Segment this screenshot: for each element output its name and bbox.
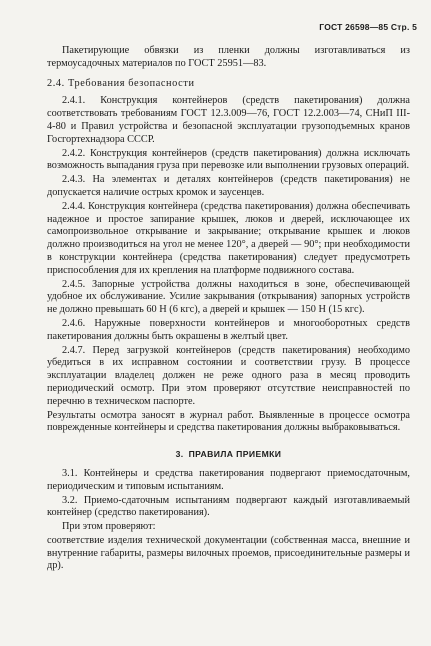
clause-2-4-4: 2.4.4. Конструкция контейнера (средства пакетирования) должна обеспечивать надежное и простое запирание крышек, люков и дверей, исключающее их самопроизвольное открывание и закрывание; открывание крышек и люков должно производиться на угол не менее 120°, а дверей — 90°; при необходимости в конструкции контейнера (средства пакетирования) следует предусмотреть приспособления для их крепления на платформе подвижного состава. <box>47 200 410 276</box>
clause-2-4-2: 2.4.2. Конструкция контейнеров (средств пакетирования) должна исключать возможность выпадания груза при перевозке или выполнении грузовых операций. <box>47 147 410 172</box>
clause-2-4-3: 2.4.3. На элементах и деталях контейнеров (средств пакетирования) не допускается наличие острых кромок и заусенцев. <box>47 174 410 198</box>
check-item: соответствие изделия технической документации (собственная масса, внешние и внутренние габариты, размеры вилочных проемов, присоединительные размеры и др). <box>47 534 410 572</box>
document-body <box>47 45 410 574</box>
clause-2-4-7: 2.4.7. Перед загрузкой контейнеров (средств пакетирования) необходимо убедиться в их исправном состоянии и соответствии грузу. В процессе эксплуатации владелец должен не реже одного раза в месяц проводить периодический осмотр. При этом проверяют отсутствие неисправностей по перечню в техническом паспорте. <box>47 344 410 407</box>
clause-3-2: 3.2. Приемо-сдаточным испытаниям подвергают каждый изготавливаемый контейнер (средство пакетирования). <box>47 494 410 519</box>
results-paragraph: Результаты осмотра заносят в журнал работ. Выявленные в процессе осмотра поврежденные контейнеры и средства пакетирования должны выбраковываться. <box>47 409 410 434</box>
clause-2-4-1: 2.4.1. Конструкция контейнеров (средств пакетирования) должна соответствовать требованиям ГОСТ 12.3.009—76, ГОСТ 12.2.003—74, СНиП III-4-80 и Правил устройства и безопасной эксплуатации грузоподъемных кранов Госгортехнадзора СССР. <box>47 95 410 145</box>
clause-3-1: 3.1. Контейнеры и средства пакетирования подвергают приемосдаточным, периодическим и типовым испытаниям. <box>47 467 410 492</box>
section-number: 3. <box>175 449 184 460</box>
clause-2-4-6: 2.4.6. Наружные поверхности контейнеров и многооборотных средств пакетирования должны быть окрашены в желтый цвет. <box>47 317 410 342</box>
page-header: ГОСТ 26598—85 Стр. 5 <box>319 22 417 32</box>
paragraph: Пакетирующие обвязки из пленки должны изготавливаться из термоусадочных материалов по ГОСТ 25951—83. <box>47 45 410 69</box>
clause-2-4-5: 2.4.5. Запорные устройства должны находиться в зоне, обеспечивающей удобное их обслуживание. Усилие закрывания (открывания) запорных устройств не должно превышать 60 Н (6 кгс), а дверей и крышек — 150 Н (15 кгс). <box>47 278 410 316</box>
subsection-heading <box>47 78 410 91</box>
check-intro: При этом проверяют: <box>62 521 156 533</box>
section-3-heading <box>47 448 410 461</box>
section-title: ПРАВИЛА ПРИЕМКИ <box>188 449 282 460</box>
subsection-title: 2.4. Требования безопасности <box>47 77 195 89</box>
